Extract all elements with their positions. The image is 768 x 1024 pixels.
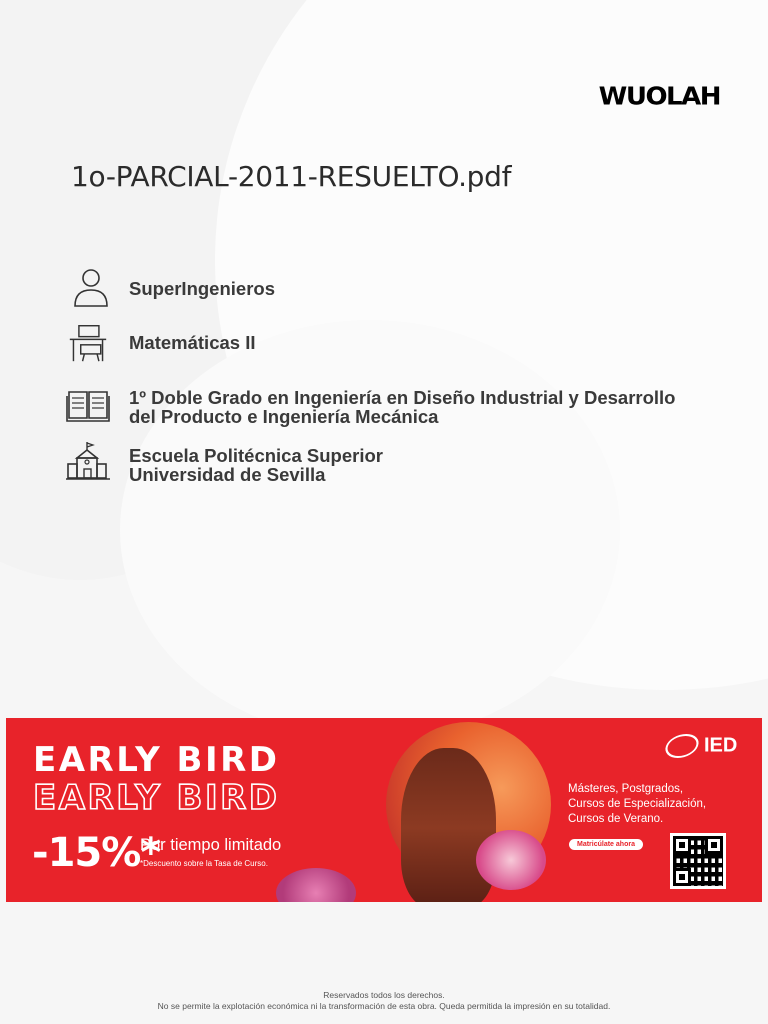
footer-rights: Reservados todos los derechos. xyxy=(323,990,445,1000)
ied-logo-icon xyxy=(662,734,703,758)
footer-notice: No se permite la explotación económica ni la transformación de esta obra. Queda permitida la impresión en su totalidad. xyxy=(157,1001,611,1011)
qr-finder xyxy=(673,836,691,854)
degree-line-2: del Producto e Ingeniería Mecánica xyxy=(129,406,439,427)
ad-photo-person xyxy=(401,748,496,902)
enroll-button[interactable]: Matricúlate ahora xyxy=(569,839,643,850)
ad-headline-1: EARLY BIRD xyxy=(33,740,280,780)
school-line-2: Universidad de Sevilla xyxy=(129,464,326,485)
ad-programs-line-3: Cursos de Verano. xyxy=(568,813,664,825)
qr-code xyxy=(673,836,723,886)
background-shape xyxy=(120,320,620,740)
subject-name[interactable]: Matemáticas II xyxy=(129,332,256,353)
ad-photo-flower xyxy=(476,830,546,890)
degree-line-1: 1º Doble Grado en Ingeniería en Diseño Industrial y Desarrollo xyxy=(129,387,676,408)
school-name[interactable] xyxy=(129,446,383,484)
ied-logo-text: IED xyxy=(704,734,738,757)
open-book-icon xyxy=(66,386,110,426)
ad-headline-2: EARLY BIRD xyxy=(33,778,280,818)
ad-banner[interactable] xyxy=(6,718,762,902)
ad-disclaimer: *Descuento sobre la Tasa de Curso. xyxy=(140,859,268,868)
ad-discount: -15%* xyxy=(32,830,161,876)
ad-offer: Por tiempo limitado xyxy=(140,836,282,854)
wuolah-logo[interactable]: WUOLAH xyxy=(598,82,720,112)
school-building-icon xyxy=(66,442,110,482)
user-icon xyxy=(66,268,110,308)
ad-programs-line-1: Másteres, Postgrados, xyxy=(568,783,684,795)
ied-logo xyxy=(666,734,737,758)
degree-name[interactable] xyxy=(129,388,675,426)
school-desk-icon xyxy=(66,323,110,363)
ad-programs xyxy=(568,782,706,827)
school-line-1: Escuela Politécnica Superior xyxy=(129,445,383,466)
document-title: 1o-PARCIAL-2011-RESUELTO.pdf xyxy=(71,160,512,193)
ad-programs-line-2: Cursos de Especialización, xyxy=(568,798,707,810)
author-name[interactable]: SuperIngenieros xyxy=(129,278,275,299)
qr-finder xyxy=(673,868,691,886)
qr-finder xyxy=(705,836,723,854)
ad-photo-flower xyxy=(276,868,356,902)
footer xyxy=(0,990,768,1012)
